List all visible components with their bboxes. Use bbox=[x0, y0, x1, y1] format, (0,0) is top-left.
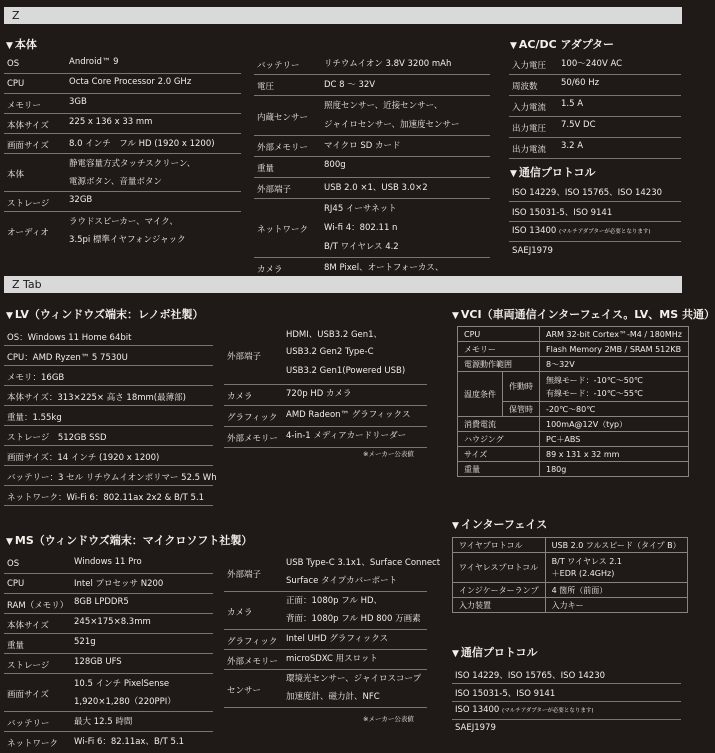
spec-value: DC 8 ～ 32V bbox=[324, 80, 376, 90]
spec-key: 電圧 bbox=[257, 82, 275, 92]
ms-right-table bbox=[224, 554, 441, 708]
maker-note: ※メーカー公表値 bbox=[363, 450, 414, 458]
spec-row bbox=[4, 212, 241, 250]
if-row bbox=[453, 583, 688, 598]
spec-value: 50/60 Hz bbox=[561, 78, 600, 88]
spec-value: Octa Core Processor 2.0 GHz bbox=[69, 77, 192, 87]
spec-row bbox=[4, 712, 213, 732]
ztab-proto-heading bbox=[452, 644, 537, 660]
spec-row bbox=[254, 199, 490, 258]
proto-text: ISO 13400 bbox=[512, 226, 557, 236]
proto-text: ISO 14229、ISO 15765、ISO 14230 bbox=[512, 188, 663, 198]
vci-value-line: 有線モード：-10℃～55℃ bbox=[546, 388, 643, 398]
spec-row bbox=[254, 75, 490, 96]
vci-row bbox=[458, 417, 689, 432]
spec-row bbox=[509, 117, 681, 138]
spec-row bbox=[4, 674, 213, 712]
spec-key: 出力電圧 bbox=[512, 124, 547, 134]
proto-text: SAEJ1979 bbox=[512, 246, 553, 256]
spec-text: バッテリー：3 セル リチウムイオンポリマー 52.5 Wh bbox=[7, 472, 217, 483]
spec-row bbox=[4, 346, 213, 366]
spec-key: 本体サイズ bbox=[7, 120, 49, 131]
heading-text: LV（ウィンドウズ端末：レノボ社製） bbox=[14, 308, 204, 321]
spec-key: ネットワーク bbox=[257, 225, 309, 235]
vci-row bbox=[458, 372, 689, 402]
spec-key: メモリー bbox=[7, 100, 42, 111]
spec-value: 32GB bbox=[69, 195, 93, 205]
if-value-line: ＋EDR (2.4GHz) bbox=[551, 568, 615, 578]
vci-value: ARM 32-bit Cortex™-M4 / 180MHz bbox=[540, 327, 689, 342]
spec-row bbox=[4, 94, 241, 114]
lv-right-table bbox=[224, 326, 427, 448]
spec-row bbox=[4, 554, 213, 574]
lv-heading bbox=[6, 306, 204, 322]
spec-key: カメラ bbox=[227, 392, 253, 402]
spec-row bbox=[4, 574, 213, 594]
spec-key: バッテリー bbox=[7, 718, 50, 729]
spec-row bbox=[4, 466, 217, 486]
spec-value: 加速度計、磁力計、NFC bbox=[286, 692, 380, 702]
spec-key: バッテリー bbox=[257, 61, 300, 71]
spec-row bbox=[4, 114, 241, 134]
spec-value: Surface タイプカバーポート bbox=[286, 576, 398, 586]
spec-row bbox=[224, 326, 427, 385]
spec-text: ネットワーク：Wi-Fi 6：802.11ax 2x2 & B/T 5.1 bbox=[7, 492, 205, 503]
spec-key: 重量 bbox=[257, 164, 275, 174]
ms-left-table bbox=[4, 554, 213, 752]
if-key: インジケーターランプ bbox=[453, 583, 546, 598]
spec-key: 外部メモリー bbox=[257, 143, 309, 153]
vci-row bbox=[458, 462, 689, 477]
spec-value: 720p HD カメラ bbox=[286, 389, 352, 399]
vci-value: Flash Memory 2MB / SRAM 512KB bbox=[540, 342, 689, 357]
heading-text: AC/DC アダプター bbox=[518, 38, 615, 51]
spec-value: 1,920×1,280（220PPI） bbox=[74, 697, 176, 707]
spec-text: CPU：AMD Ryzen™ 5 7530U bbox=[7, 352, 128, 363]
spec-key: CPU bbox=[7, 578, 25, 589]
vci-value: PC＋ABS bbox=[540, 432, 689, 447]
if-value-line: B/T ワイヤレス 2.1 bbox=[551, 556, 622, 566]
z-proto-table bbox=[509, 182, 681, 262]
proto-row bbox=[452, 684, 681, 702]
spec-row bbox=[4, 134, 241, 154]
spec-value: 100～240V AC bbox=[561, 59, 623, 69]
spec-value: Wi-Fi 6：82.11ax、B/T 5.1 bbox=[74, 737, 185, 747]
proto-row bbox=[509, 222, 681, 242]
lv-left-table bbox=[4, 326, 217, 506]
spec-text: メモリ：16GB bbox=[7, 372, 65, 383]
spec-text: 重量：1.55kg bbox=[7, 412, 62, 423]
vci-heading bbox=[452, 306, 715, 322]
spec-value: B/T ワイヤレス 4.2 bbox=[324, 242, 399, 252]
triangle-icon: ▼ bbox=[452, 649, 459, 659]
spec-value: 4-in-1 メディアカードリーダー bbox=[286, 431, 407, 441]
spec-key: 外部メモリー bbox=[227, 656, 279, 667]
spec-value: AMD Radeon™ グラフィックス bbox=[286, 410, 411, 420]
vci-key: 温度条件 bbox=[458, 372, 503, 417]
if-key: ワイヤレスプロトコル bbox=[453, 553, 546, 583]
spec-key: 入力電圧 bbox=[512, 61, 547, 71]
spec-row bbox=[224, 592, 427, 630]
spec-row bbox=[4, 732, 213, 752]
z-main-heading bbox=[6, 36, 37, 52]
spec-row bbox=[4, 446, 213, 466]
spec-value: 245×175×8.3mm bbox=[74, 617, 151, 627]
heading-text: 通信プロトコル bbox=[460, 646, 538, 659]
z-proto-heading bbox=[510, 164, 595, 180]
spec-value: USB Type-C 3.1x1、Surface Connect bbox=[286, 558, 441, 568]
z-ac-table bbox=[509, 54, 681, 159]
ztab-proto-table bbox=[452, 666, 681, 738]
spec-key: グラフィック bbox=[227, 413, 278, 423]
spec-row bbox=[4, 406, 213, 426]
z-mid-table bbox=[254, 54, 490, 279]
spec-text: ストレージ 512GB SSD bbox=[7, 432, 107, 443]
vci-value-line: 無線モード：-10℃～50℃ bbox=[546, 375, 643, 385]
if-row bbox=[453, 538, 688, 553]
spec-row bbox=[509, 96, 681, 117]
spec-key: 外部端子 bbox=[227, 352, 262, 362]
spec-value: USB 2.0 ×1、USB 3.0×2 bbox=[324, 183, 428, 193]
spec-value: 環境光センサー、ジャイロスコープ bbox=[286, 674, 422, 684]
spec-value: USB3.2 Gen1(Powered USB) bbox=[286, 366, 406, 376]
spec-key: ストレージ bbox=[7, 198, 50, 209]
spec-key: 周波数 bbox=[512, 82, 538, 92]
spec-key: 内蔵センサー bbox=[257, 112, 309, 123]
spec-row bbox=[224, 554, 441, 592]
spec-text: OS：Windows 11 Home 64bit bbox=[7, 332, 132, 343]
vci-key: 重量 bbox=[458, 462, 540, 477]
spec-row bbox=[224, 427, 427, 448]
spec-value: マイクロ SD カード bbox=[324, 141, 401, 151]
spec-value: 7.5V DC bbox=[561, 120, 596, 130]
proto-row bbox=[452, 720, 681, 738]
heading-text: VCI（車両通信インターフェイス。LV、MS 共通） bbox=[460, 308, 715, 321]
spec-row bbox=[4, 614, 213, 634]
spec-value: USB3.2 Gen2 Type-C bbox=[286, 347, 374, 357]
spec-key: カメラ bbox=[257, 265, 283, 275]
spec-row bbox=[509, 75, 681, 96]
spec-value: 8.0 インチ フル HD (1920 x 1200) bbox=[69, 139, 215, 149]
if-key: ワイヤプロトコル bbox=[453, 538, 546, 553]
spec-value: 8M Pixel、オートフォーカス、 bbox=[324, 263, 444, 273]
spec-key: CPU bbox=[7, 78, 25, 89]
spec-key: カメラ bbox=[227, 607, 253, 618]
z-main-table bbox=[4, 54, 241, 250]
spec-value: 800g bbox=[324, 160, 346, 170]
heading-text: インターフェイス bbox=[460, 518, 548, 531]
spec-value: 最大 12.5 時間 bbox=[74, 717, 133, 727]
spec-value: 背面：1080p フル HD 800 万画素 bbox=[286, 614, 421, 624]
spec-row bbox=[224, 385, 427, 406]
proto-row bbox=[452, 702, 681, 720]
spec-row bbox=[4, 654, 213, 674]
spec-key: RAM（メモリ） bbox=[7, 600, 69, 611]
spec-row bbox=[224, 630, 427, 650]
spec-row bbox=[4, 326, 213, 346]
spec-row bbox=[224, 406, 427, 427]
section-band-z: Z bbox=[4, 7, 682, 24]
proto-note: (マルチアダプターが必要となります) bbox=[559, 229, 651, 235]
heading-text: MS（ウィンドウズ端末：マイクロソフト社製） bbox=[14, 534, 253, 547]
spec-row bbox=[4, 366, 213, 386]
vci-key: 電源動作範囲 bbox=[458, 357, 540, 372]
vci-value: -20℃～80℃ bbox=[540, 402, 689, 417]
ms-heading bbox=[6, 532, 252, 548]
triangle-icon: ▼ bbox=[510, 169, 517, 179]
heading-text: 通信プロトコル bbox=[518, 166, 596, 179]
proto-text: ISO 14229、ISO 15765、ISO 14230 bbox=[455, 671, 606, 681]
spec-value: ジャイロセンサー、加速度センサー bbox=[324, 120, 460, 130]
spec-row bbox=[254, 96, 490, 136]
vci-subkey: 保管時 bbox=[503, 402, 540, 417]
interface-table bbox=[452, 537, 688, 613]
spec-value: 静電容量方式タッチスクリーン、 bbox=[69, 159, 196, 169]
vci-key: ハウジング bbox=[458, 432, 540, 447]
vci-value: 100mA@12V（typ） bbox=[540, 417, 689, 432]
if-value bbox=[545, 553, 687, 583]
spec-value: 1.5 A bbox=[561, 99, 584, 109]
spec-row bbox=[254, 54, 490, 75]
spec-row bbox=[4, 74, 241, 94]
spec-row bbox=[4, 386, 213, 406]
spec-row bbox=[509, 138, 681, 159]
spec-key: オーディオ bbox=[7, 227, 49, 238]
proto-text: SAEJ1979 bbox=[455, 723, 496, 733]
heading-text: 本体 bbox=[14, 38, 37, 51]
spec-value: 照度センサー、近接センサー、 bbox=[324, 101, 443, 111]
spec-value: リチウムイオン 3.8V 3200 mAh bbox=[324, 59, 452, 69]
spec-value: Android™ 9 bbox=[69, 57, 119, 67]
vci-value: 180g bbox=[540, 462, 689, 477]
spec-row bbox=[224, 650, 427, 670]
vci-row bbox=[458, 357, 689, 372]
spec-row bbox=[224, 670, 427, 708]
spec-value: Windows 11 Pro bbox=[74, 557, 142, 567]
z-ac-heading bbox=[510, 36, 614, 52]
spec-value: 128GB UFS bbox=[74, 657, 122, 667]
spec-key: 画面サイズ bbox=[7, 140, 49, 151]
vci-subkey: 作動時 bbox=[503, 372, 540, 402]
spec-value: 電源ボタン、音量ボタン bbox=[69, 177, 162, 187]
vci-table bbox=[457, 326, 689, 477]
spec-value: HDMI、USB3.2 Gen1、 bbox=[286, 330, 383, 340]
vci-row bbox=[458, 432, 689, 447]
spec-key: グラフィック bbox=[227, 636, 278, 647]
spec-value: RJ45 イーサネット bbox=[324, 204, 397, 214]
spec-value: microSDXC 用スロット bbox=[286, 654, 378, 664]
spec-row bbox=[4, 192, 241, 212]
proto-text: ISO 15031-5、ISO 9141 bbox=[512, 208, 613, 218]
vci-value: 8～32V bbox=[540, 357, 689, 372]
spec-key: OS bbox=[7, 558, 20, 569]
proto-row bbox=[509, 202, 681, 222]
vci-value bbox=[540, 372, 689, 402]
spec-key: 本体サイズ bbox=[7, 620, 49, 631]
interface-heading bbox=[452, 516, 547, 532]
spec-row bbox=[509, 54, 681, 75]
spec-row bbox=[4, 634, 213, 654]
spec-value: 正面：1080p フル HD、 bbox=[286, 596, 383, 606]
vci-value: 89 x 131 x 32 mm bbox=[540, 447, 689, 462]
vci-row bbox=[458, 447, 689, 462]
spec-row bbox=[4, 426, 213, 446]
spec-value: 225 x 136 x 33 mm bbox=[69, 117, 153, 127]
spec-value: 3.2 A bbox=[561, 141, 584, 151]
if-row bbox=[453, 553, 688, 583]
proto-row bbox=[509, 242, 681, 262]
spec-row bbox=[4, 154, 241, 192]
vci-row bbox=[458, 342, 689, 357]
spec-key: 入力電流 bbox=[512, 103, 547, 113]
if-row bbox=[453, 598, 688, 613]
if-value: USB 2.0 フルスピード（タイプ B） bbox=[545, 538, 687, 553]
vci-key: サイズ bbox=[458, 447, 540, 462]
triangle-icon: ▼ bbox=[6, 311, 13, 321]
triangle-icon: ▼ bbox=[6, 537, 13, 547]
spec-key: 重量 bbox=[7, 640, 25, 651]
spec-value: Intel プロセッサ N200 bbox=[74, 579, 164, 589]
section-band-ztab: Z Tab bbox=[4, 276, 682, 293]
spec-text: 画面サイズ：14 インチ (1920 x 1200) bbox=[7, 452, 160, 463]
spec-key: センサー bbox=[227, 685, 262, 696]
spec-key: 出力電流 bbox=[512, 145, 547, 155]
proto-text: ISO 15031-5、ISO 9141 bbox=[455, 689, 556, 699]
spec-row bbox=[254, 157, 490, 178]
spec-key: ネットワーク bbox=[7, 738, 59, 749]
triangle-icon: ▼ bbox=[452, 521, 459, 531]
proto-row bbox=[509, 182, 681, 202]
spec-value: Intel UHD グラフィックス bbox=[286, 634, 389, 644]
vci-key: 消費電流 bbox=[458, 417, 540, 432]
spec-key: 外部メモリー bbox=[227, 434, 279, 444]
vci-key: CPU bbox=[458, 327, 540, 342]
spec-key: 外部端子 bbox=[257, 185, 292, 195]
spec-value: ラウドスピーカー、マイク、 bbox=[69, 217, 178, 227]
spec-row bbox=[4, 486, 213, 506]
triangle-icon: ▼ bbox=[510, 41, 517, 51]
spec-value: 3.5pi 標準イヤフォンジャック bbox=[69, 235, 186, 245]
spec-key: 本体 bbox=[7, 169, 25, 180]
spec-key: ストレージ bbox=[7, 660, 50, 671]
spec-row bbox=[4, 594, 213, 614]
if-key: 入力装置 bbox=[453, 598, 546, 613]
proto-row bbox=[452, 666, 681, 684]
if-value: 入力キー bbox=[545, 598, 687, 613]
triangle-icon: ▼ bbox=[452, 311, 459, 321]
spec-row bbox=[254, 136, 490, 157]
spec-key: 外部端子 bbox=[227, 569, 262, 580]
spec-value: 10.5 インチ PixelSense bbox=[74, 679, 170, 689]
spec-value: 8GB LPDDR5 bbox=[74, 597, 129, 607]
spec-value: 3GB bbox=[69, 97, 87, 107]
spec-row bbox=[4, 54, 241, 74]
vci-key: メモリー bbox=[458, 342, 540, 357]
proto-note: (マルチアダプターが必要となります) bbox=[502, 708, 594, 714]
maker-note: ※メーカー公表値 bbox=[363, 715, 414, 723]
proto-text: ISO 13400 bbox=[455, 705, 500, 715]
spec-key: 画面サイズ bbox=[7, 689, 49, 700]
vci-row bbox=[458, 327, 689, 342]
spec-value: Wi-fi 4：802.11 n bbox=[324, 223, 398, 233]
spec-text: 本体サイズ：313×225× 高さ 18mm(最薄部) bbox=[7, 392, 186, 403]
spec-value: 521g bbox=[74, 637, 96, 647]
if-value: 4 箇所（前面） bbox=[545, 583, 687, 598]
spec-row bbox=[254, 178, 490, 199]
triangle-icon: ▼ bbox=[6, 41, 13, 51]
spec-key: OS bbox=[7, 58, 20, 69]
